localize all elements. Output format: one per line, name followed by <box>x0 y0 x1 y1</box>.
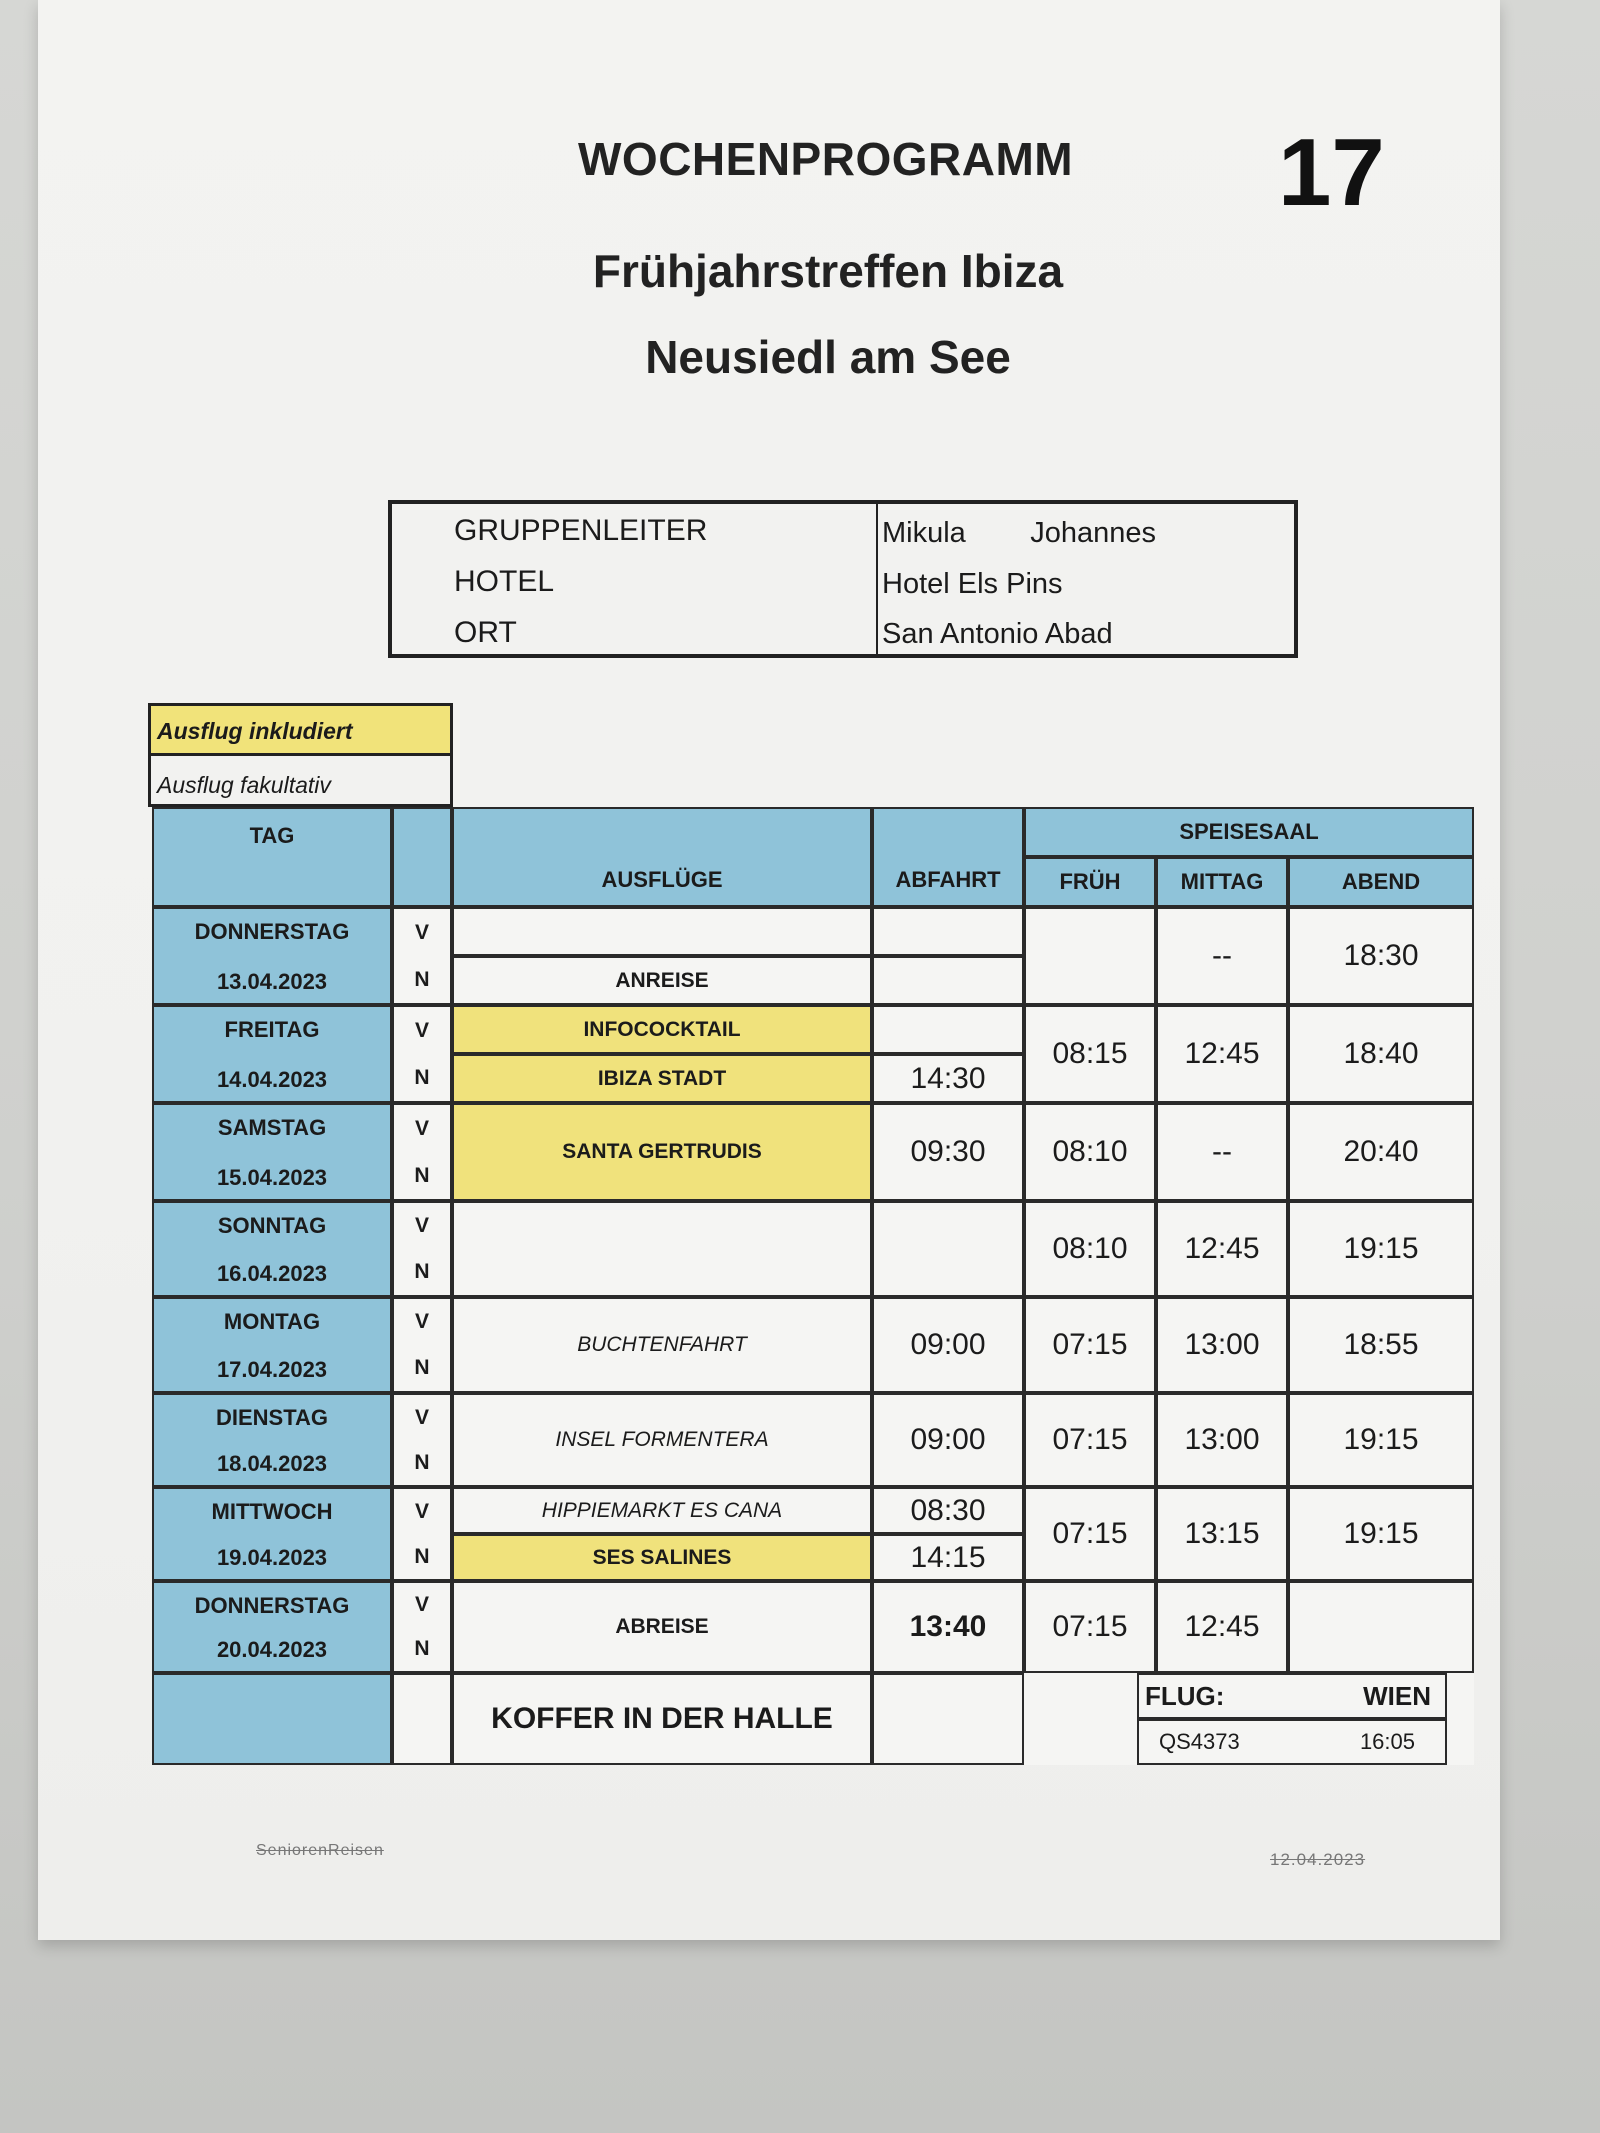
departure-cell: 14:15 <box>872 1534 1024 1581</box>
departure-cell <box>872 1005 1024 1054</box>
footer-blue-cell <box>152 1673 392 1765</box>
flight-header <box>1137 1673 1447 1719</box>
schedule-table <box>152 807 1474 1767</box>
header-frueh: FRÜH <box>1024 857 1156 907</box>
event-subtitle: Frühjahrstreffen Ibiza <box>592 245 1064 297</box>
departure-cell: 13:40 <box>872 1581 1024 1673</box>
breakfast-cell: 08:10 <box>1024 1103 1156 1201</box>
day-date: 14.04.2023 <box>216 1067 328 1092</box>
day-name: DONNERSTAG <box>194 919 350 944</box>
header-abfahrt: ABFAHRT <box>872 807 1024 907</box>
breakfast-cell <box>1024 907 1156 1005</box>
day-name: MITTWOCH <box>211 1499 333 1524</box>
day-name: FREITAG <box>224 1017 320 1042</box>
n-label: N <box>414 1356 430 1379</box>
header-abend: ABEND <box>1288 857 1474 907</box>
n-label: N <box>414 1637 430 1660</box>
vn-cell <box>392 907 452 1005</box>
footer-vn-cell <box>392 1673 452 1765</box>
vn-cell <box>392 1201 452 1297</box>
vn-cell <box>392 1393 452 1487</box>
breakfast-cell: 07:15 <box>1024 1297 1156 1393</box>
dinner-cell: 18:30 <box>1288 907 1474 1005</box>
activity-cell-included: IBIZA STADT <box>452 1054 872 1103</box>
v-label: V <box>414 1593 429 1616</box>
departure-cell: 09:00 <box>872 1393 1024 1487</box>
departure-cell: 08:30 <box>872 1487 1024 1534</box>
info-box <box>388 500 1298 658</box>
activity-cell-included: SES SALINES <box>452 1534 872 1581</box>
info-divider <box>876 504 878 654</box>
day-date: 15.04.2023 <box>216 1165 328 1190</box>
activity-cell-optional: BUCHTENFAHRT <box>452 1297 872 1393</box>
departure-cell <box>872 956 1024 1005</box>
vn-cell <box>392 1487 452 1581</box>
legend-optional-label: Ausflug fakultativ <box>157 772 331 798</box>
day-name: MONTAG <box>223 1309 321 1334</box>
breakfast-cell: 07:15 <box>1024 1487 1156 1581</box>
footer-empty-cell <box>872 1673 1024 1765</box>
dinner-cell <box>1288 1581 1474 1673</box>
v-label: V <box>414 1310 429 1333</box>
v-label: V <box>414 1499 429 1523</box>
flight-number: QS4373 <box>1159 1729 1240 1754</box>
day-date: 16.04.2023 <box>216 1261 328 1286</box>
info-value-hotel: Hotel Els Pins <box>882 568 1063 600</box>
day-cell <box>152 1393 392 1487</box>
breakfast-cell: 07:15 <box>1024 1393 1156 1487</box>
header-mittag: MITTAG <box>1156 857 1288 907</box>
activity-cell-included: SANTA GERTRUDIS <box>452 1103 872 1201</box>
v-label: V <box>414 1405 429 1429</box>
departure-cell <box>872 907 1024 956</box>
lunch-cell: 12:45 <box>1156 1005 1288 1103</box>
activity-cell-optional: HIPPIEMARKT ES CANA <box>452 1487 872 1534</box>
group-subtitle: Neusiedl am See <box>645 331 1011 383</box>
activity-cell: ABREISE <box>452 1581 872 1673</box>
footer-date: 12.04.2023 <box>1270 1850 1366 1869</box>
flight-details <box>1137 1719 1447 1765</box>
lunch-cell: 13:15 <box>1156 1487 1288 1581</box>
day-cell <box>152 1487 392 1581</box>
v-label: V <box>414 920 429 944</box>
header-tag: TAG <box>152 807 392 907</box>
footer-brand: SeniorenReisen <box>256 1842 384 1859</box>
day-name: DONNERSTAG <box>194 1593 350 1618</box>
lunch-cell: 13:00 <box>1156 1393 1288 1487</box>
week-number: 17 <box>1278 119 1385 226</box>
n-label: N <box>414 1260 430 1283</box>
legend <box>148 703 453 807</box>
lunch-cell: 13:00 <box>1156 1297 1288 1393</box>
activity-cell-optional: INSEL FORMENTERA <box>452 1393 872 1487</box>
activity-cell <box>452 907 872 956</box>
day-date: 18.04.2023 <box>216 1451 328 1476</box>
v-label: V <box>414 1018 429 1042</box>
n-label: N <box>414 967 430 991</box>
n-label: N <box>414 1544 430 1568</box>
day-name: DIENSTAG <box>215 1405 329 1430</box>
flight-time: 16:05 <box>1359 1729 1415 1754</box>
departure-cell: 09:00 <box>872 1297 1024 1393</box>
breakfast-cell: 07:15 <box>1024 1581 1156 1673</box>
dinner-cell: 20:40 <box>1288 1103 1474 1201</box>
dinner-cell: 18:55 <box>1288 1297 1474 1393</box>
departure-cell: 14:30 <box>872 1054 1024 1103</box>
vn-cell <box>392 1297 452 1393</box>
header-vn <box>392 807 452 907</box>
activity-cell: ANREISE <box>452 956 872 1005</box>
n-label: N <box>414 1450 430 1474</box>
vn-cell <box>392 1005 452 1103</box>
header-speisesaal: SPEISESAAL <box>1024 807 1474 857</box>
departure-cell <box>872 1201 1024 1297</box>
legend-included-label: Ausflug inkludiert <box>157 718 353 744</box>
day-date: 19.04.2023 <box>216 1545 328 1570</box>
day-cell <box>152 907 392 1005</box>
dinner-cell: 19:15 <box>1288 1201 1474 1297</box>
lunch-cell: 12:45 <box>1156 1201 1288 1297</box>
page-title: WOCHENPROGRAMM <box>578 133 1074 185</box>
day-cell <box>152 1581 392 1673</box>
day-name: SAMSTAG <box>217 1115 327 1140</box>
info-label-hotel: HOTEL <box>454 565 555 598</box>
day-date: 17.04.2023 <box>216 1357 328 1382</box>
lunch-cell: -- <box>1156 1103 1288 1201</box>
dinner-cell: 19:15 <box>1288 1393 1474 1487</box>
breakfast-cell: 08:15 <box>1024 1005 1156 1103</box>
info-label-leader: GRUPPENLEITER <box>454 514 708 547</box>
info-label-ort: ORT <box>454 616 517 649</box>
activity-cell-included: INFOCOCKTAIL <box>452 1005 872 1054</box>
breakfast-cell: 08:10 <box>1024 1201 1156 1297</box>
dinner-cell: 18:40 <box>1288 1005 1474 1103</box>
info-value-leader: Mikula Johannes <box>882 517 1157 549</box>
day-cell <box>152 1103 392 1201</box>
luggage-note: KOFFER IN DER HALLE <box>452 1673 872 1765</box>
flight-label: FLUG: <box>1145 1680 1225 1711</box>
day-cell <box>152 1297 392 1393</box>
n-label: N <box>414 1163 430 1187</box>
flight-destination: WIEN <box>1363 1680 1431 1711</box>
info-value-ort: San Antonio Abad <box>882 618 1113 650</box>
day-cell <box>152 1005 392 1103</box>
dinner-cell: 19:15 <box>1288 1487 1474 1581</box>
vn-cell <box>392 1103 452 1201</box>
n-label: N <box>414 1065 430 1089</box>
schedule-sheet <box>38 0 1500 1940</box>
day-cell <box>152 1201 392 1297</box>
header-ausfluege: AUSFLÜGE <box>452 807 872 907</box>
day-name: SONNTAG <box>217 1213 327 1238</box>
lunch-cell: 12:45 <box>1156 1581 1288 1673</box>
v-label: V <box>414 1214 429 1237</box>
v-label: V <box>414 1116 429 1140</box>
departure-cell: 09:30 <box>872 1103 1024 1201</box>
vn-cell <box>392 1581 452 1673</box>
day-date: 20.04.2023 <box>216 1637 328 1662</box>
lunch-cell: -- <box>1156 907 1288 1005</box>
day-date: 13.04.2023 <box>216 969 328 994</box>
activity-cell <box>452 1201 872 1297</box>
